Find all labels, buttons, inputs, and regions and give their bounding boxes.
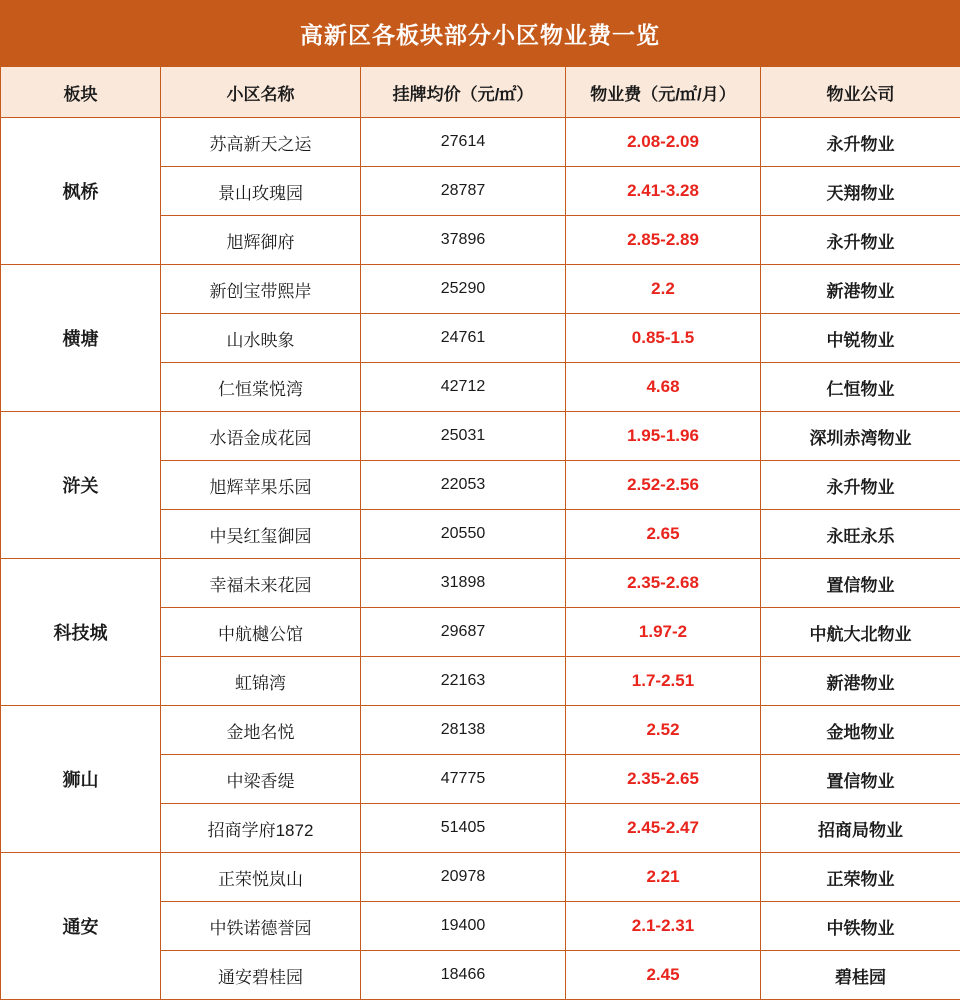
table-row — [1, 559, 960, 608]
cell-listing-price: 20978 — [361, 853, 566, 902]
cell-property-company: 置信物业 — [761, 559, 960, 608]
table-row — [1, 118, 960, 167]
cell-block: 狮山 — [1, 706, 161, 853]
cell-property-fee: 2.35-2.68 — [566, 559, 761, 608]
cell-property-fee: 2.85-2.89 — [566, 216, 761, 265]
cell-listing-price: 25031 — [361, 412, 566, 461]
cell-property-company: 中铁物业 — [761, 902, 960, 951]
cell-property-fee: 2.21 — [566, 853, 761, 902]
table-body — [1, 118, 960, 1000]
cell-listing-price: 28787 — [361, 167, 566, 216]
cell-property-fee: 2.1-2.31 — [566, 902, 761, 951]
cell-property-fee: 2.08-2.09 — [566, 118, 761, 167]
property-fee-table — [0, 67, 960, 1000]
cell-community-name: 中吴红玺御园 — [161, 510, 361, 559]
cell-block: 横塘 — [1, 265, 161, 412]
cell-property-company: 永升物业 — [761, 216, 960, 265]
cell-property-fee: 1.97-2 — [566, 608, 761, 657]
cell-listing-price: 19400 — [361, 902, 566, 951]
column-header-property-fee: 物业费（元/㎡/月） — [566, 67, 761, 118]
cell-community-name: 旭辉苹果乐园 — [161, 461, 361, 510]
cell-property-company: 正荣物业 — [761, 853, 960, 902]
cell-property-fee: 0.85-1.5 — [566, 314, 761, 363]
cell-community-name: 幸福未来花园 — [161, 559, 361, 608]
cell-community-name: 苏高新天之运 — [161, 118, 361, 167]
cell-block: 浒关 — [1, 412, 161, 559]
cell-community-name: 通安碧桂园 — [161, 951, 361, 1000]
cell-community-name: 山水映象 — [161, 314, 361, 363]
cell-community-name: 中梁香缇 — [161, 755, 361, 804]
cell-property-fee: 2.52 — [566, 706, 761, 755]
cell-property-fee: 2.52-2.56 — [566, 461, 761, 510]
cell-listing-price: 28138 — [361, 706, 566, 755]
column-header-property-company: 物业公司 — [761, 67, 960, 118]
cell-listing-price: 51405 — [361, 804, 566, 853]
column-header-community-name: 小区名称 — [161, 67, 361, 118]
cell-property-company: 深圳赤湾物业 — [761, 412, 960, 461]
page-title — [0, 0, 960, 67]
column-header-block: 板块 — [1, 67, 161, 118]
cell-property-fee: 2.65 — [566, 510, 761, 559]
cell-listing-price: 27614 — [361, 118, 566, 167]
cell-listing-price: 22163 — [361, 657, 566, 706]
cell-property-fee: 4.68 — [566, 363, 761, 412]
cell-block: 枫桥 — [1, 118, 161, 265]
cell-block: 科技城 — [1, 559, 161, 706]
cell-listing-price: 31898 — [361, 559, 566, 608]
cell-listing-price: 37896 — [361, 216, 566, 265]
column-header-listing-price: 挂牌均价（元/㎡） — [361, 67, 566, 118]
cell-listing-price: 47775 — [361, 755, 566, 804]
cell-community-name: 招商学府1872 — [161, 804, 361, 853]
cell-property-company: 永旺永乐 — [761, 510, 960, 559]
page-title-text: 高新区各板块部分小区物业费一览 — [300, 22, 660, 48]
cell-property-company: 金地物业 — [761, 706, 960, 755]
cell-property-fee: 1.95-1.96 — [566, 412, 761, 461]
cell-property-fee: 2.45-2.47 — [566, 804, 761, 853]
cell-community-name: 虹锦湾 — [161, 657, 361, 706]
cell-property-company: 碧桂园 — [761, 951, 960, 1000]
cell-listing-price: 22053 — [361, 461, 566, 510]
cell-property-company: 中航大北物业 — [761, 608, 960, 657]
cell-property-company: 仁恒物业 — [761, 363, 960, 412]
cell-community-name: 中铁诺德誉园 — [161, 902, 361, 951]
cell-property-fee: 2.35-2.65 — [566, 755, 761, 804]
cell-listing-price: 29687 — [361, 608, 566, 657]
cell-listing-price: 42712 — [361, 363, 566, 412]
table-header — [1, 67, 960, 118]
cell-listing-price: 24761 — [361, 314, 566, 363]
cell-property-company: 永升物业 — [761, 461, 960, 510]
cell-community-name: 正荣悦岚山 — [161, 853, 361, 902]
cell-community-name: 水语金成花园 — [161, 412, 361, 461]
cell-property-company: 天翔物业 — [761, 167, 960, 216]
cell-listing-price: 18466 — [361, 951, 566, 1000]
table-header-row — [1, 67, 960, 118]
table-row — [1, 853, 960, 902]
cell-community-name: 景山玫瑰园 — [161, 167, 361, 216]
cell-community-name: 仁恒棠悦湾 — [161, 363, 361, 412]
cell-listing-price: 25290 — [361, 265, 566, 314]
cell-property-company: 新港物业 — [761, 657, 960, 706]
table-row — [1, 265, 960, 314]
cell-property-fee: 2.2 — [566, 265, 761, 314]
cell-community-name: 新创宝带熙岸 — [161, 265, 361, 314]
table-row — [1, 412, 960, 461]
cell-property-fee: 2.41-3.28 — [566, 167, 761, 216]
cell-property-company: 永升物业 — [761, 118, 960, 167]
cell-property-company: 置信物业 — [761, 755, 960, 804]
cell-property-company: 新港物业 — [761, 265, 960, 314]
cell-community-name: 中航樾公馆 — [161, 608, 361, 657]
cell-property-company: 招商局物业 — [761, 804, 960, 853]
table-row — [1, 706, 960, 755]
cell-community-name: 旭辉御府 — [161, 216, 361, 265]
cell-property-company: 中锐物业 — [761, 314, 960, 363]
cell-community-name: 金地名悦 — [161, 706, 361, 755]
cell-listing-price: 20550 — [361, 510, 566, 559]
cell-block: 通安 — [1, 853, 161, 1000]
cell-property-fee: 1.7-2.51 — [566, 657, 761, 706]
cell-property-fee: 2.45 — [566, 951, 761, 1000]
